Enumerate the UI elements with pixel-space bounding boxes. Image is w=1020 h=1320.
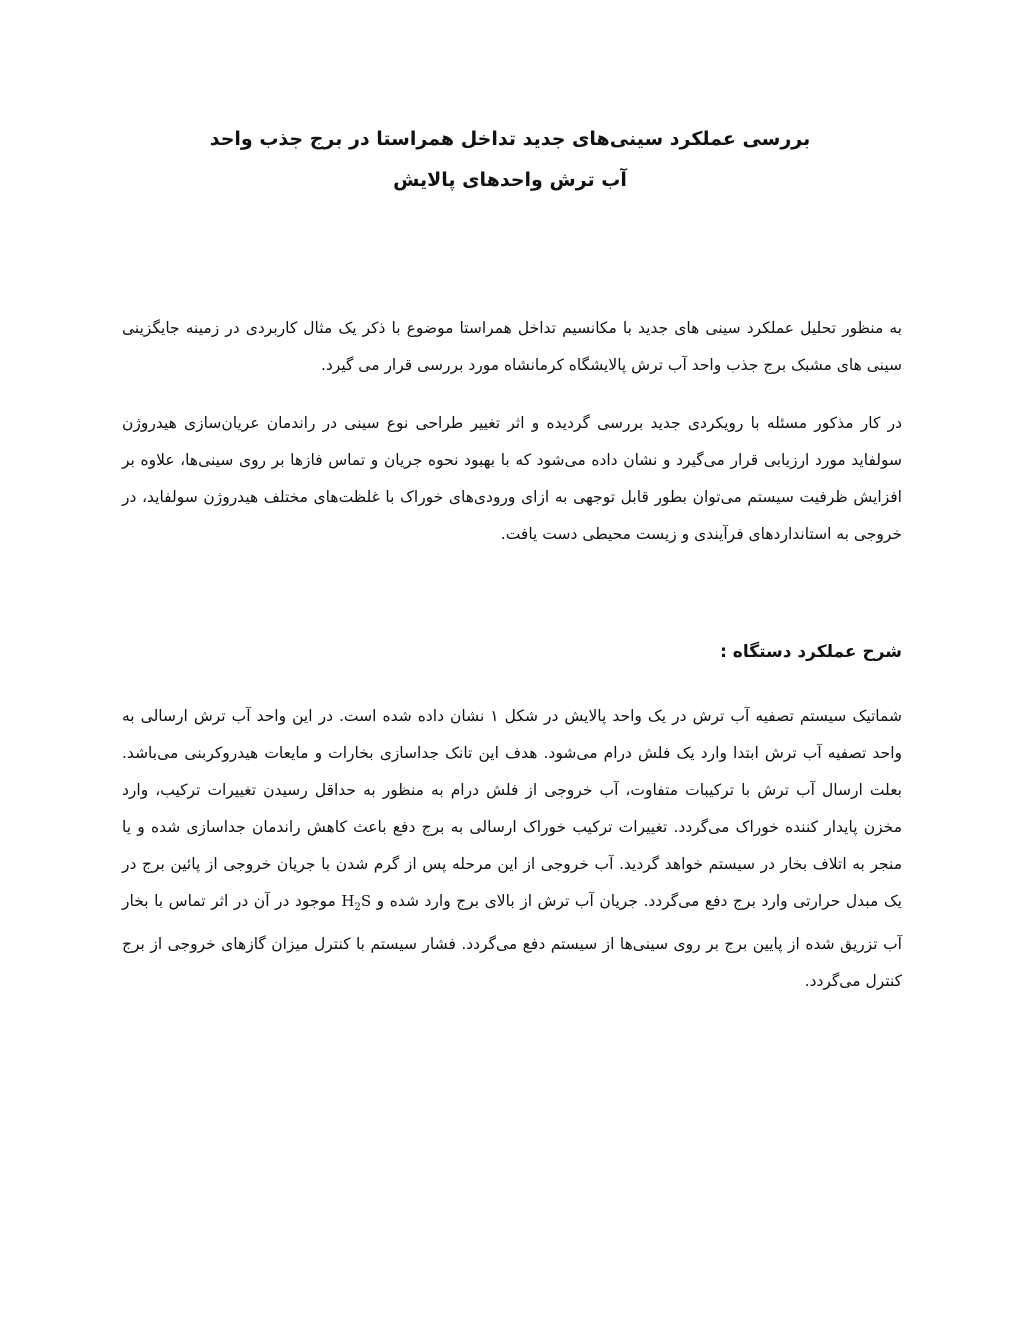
body-text-before-formula: شماتیک سیستم تصفیه آب ترش در یک واحد پالایش در شکل ۱ نشان داده شده است. در این واحد آب ترش ارسالی به واحد تصفیه آب ترش ابتدا وارد یک فلش درام می‌شود. هدف این تانک جداسازی بخارات و مایعات هیدروکربنی می‌باشد. بعلت ارسال آب ترش با ترکیبات متفاوت، آب خروجی از فلش درام به منظور به حداقل رسیدن تغییرات ترکیب، وارد مخزن پایدار کننده خوراک می‌گردد. تغییرات ترکیب خوراک ارسالی به برج دفع باعث کاهش راندمان جداسازی شده و یا منجر به اتلاف بخار در سیستم خواهد گردید. آب خروجی از این مرحله پس از گرم شدن با جریان خروجی از پائین برج در یک مبدل حرارتی وارد برج دفع می‌گردد. جریان آب ترش از بالای برج وارد شده و (122, 707, 902, 910)
document-title-line-1: بررسی عملکرد سینی‌های جدید تداخل همراستا در برج جذب واحد (209, 128, 811, 150)
h2s-formula (341, 892, 372, 913)
section-heading: شرح عملکرد دستگاه : (720, 642, 902, 662)
body-text-after-formula: موجود در آن در اثر تماس با بخار آب تزریق شده از پایین برج بر روی سینی‌ها از سیستم دفع می‌گردد. فشار سیستم با کنترل میزان گازهای خروجی از برج کنترل می‌گردد. (122, 892, 902, 990)
body-paragraph (122, 698, 902, 1000)
document-title-line-2: آب ترش واحدهای پالایش (393, 169, 627, 191)
formula-subscript: 2 (354, 902, 361, 913)
intro-paragraph-2: در کار مذکور مسئله با رویکردی جدید بررسی گردیده و اثر تغییر طراحی نوع سینی در راندمان عریان‌سازی هیدروژن سولفاید مورد ارزیابی قرار می‌گیرد و نشان داده می‌شود که با بهبود نحوه جریان و تماس فازها بر روی سینی‌ها، علاوه بر افزایش ظرفیت سیستم می‌توان بطور قابل توجهی به ازای ورودی‌های خوراک با غلظت‌های مختلف هیدروژن سولفاید، در خروجی به استانداردهای فرآیندی و زیست محیطی دست یافت. (122, 414, 902, 543)
formula-element-h: H (341, 892, 355, 910)
intro-paragraph-1: به منظور تحلیل عملکرد سینی های جدید با مکانسیم تداخل همراستا موضوع با ذکر یک مثال کاربردی در زمینه جایگزینی سینی های مشبک برج جذب واحد آب ترش پالایشگاه کرمانشاه مورد بررسی قرار می گیرد. (122, 319, 902, 374)
formula-element-s: S (360, 892, 372, 910)
